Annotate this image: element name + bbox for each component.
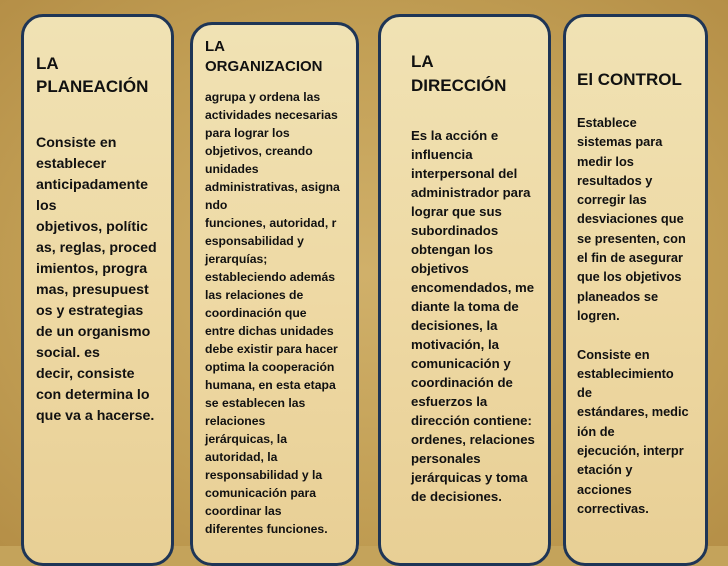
card-planeacion bbox=[21, 14, 174, 566]
card-title: LA ORGANIZACION bbox=[205, 38, 323, 75]
card-title: LA DIRECCIÓN bbox=[411, 52, 507, 95]
card-body: Es la acción e influencia interpersonal del administrador para lograr que sus subordinados obtengan los objetivos encomendados, me diante la toma de decisiones, la motivación, la comunicación y coordinación de esfuerzos la dirección contiene: ordenes, relaciones personales jerárquicas y toma de decisiones. bbox=[411, 128, 535, 504]
card-title: LA PLANEACIÓN bbox=[36, 54, 149, 96]
card-body: agrupa y ordena las actividades necesarias para lograr los objetivos, creando unidades administrativas, asigna ndo funciones, autoridad, r esponsabilidad y jerarquías; estableciendo además las relaciones de coordinación que entre dichas unidades debe existir para hacer optima la cooperación humana, en esta etapa se establecen las relaciones jerárquicas, la autoridad, la responsabilidad y la comunicación para coordinar las diferentes funciones. bbox=[205, 90, 340, 536]
card-organizacion bbox=[190, 14, 359, 566]
card-title: El CONTROL bbox=[577, 70, 682, 89]
card-body: Establece sistemas para medir los resultados y corregir las desviaciones que se presenten, con el fin de asegurar que los objetivos planeados se logren. Consiste en establecimiento de estándares, medic ión de ejecución, interpr etación y acciones correctivas. bbox=[577, 115, 689, 516]
card-control bbox=[563, 14, 708, 566]
card-body: Consiste en establecer anticipadamente los objetivos, polític as, reglas, proced imientos, progra mas, presupuest os y estrategias de un organismo social. es decir, consiste con determina lo que va a hacerse. bbox=[36, 135, 157, 424]
card-direccion bbox=[378, 14, 551, 566]
